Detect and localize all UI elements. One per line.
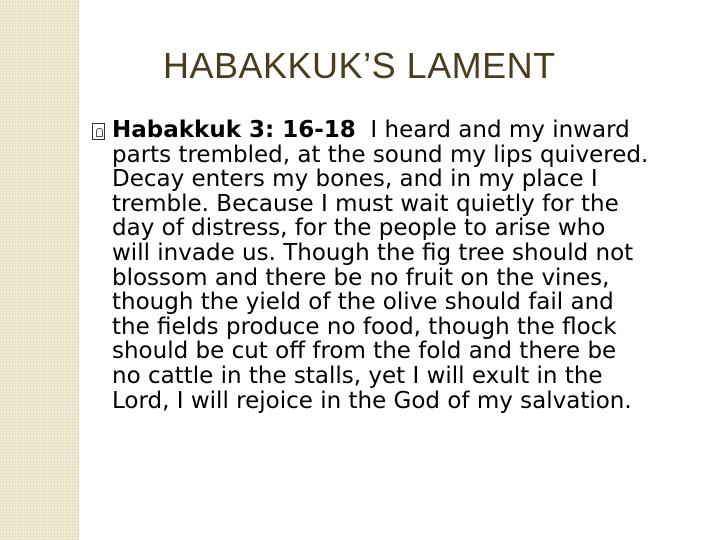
- passage-line: the fields produce no food, though the flock: [112, 313, 617, 340]
- decorative-side-band: [0, 0, 79, 540]
- slide-title: HABAKKUK’S LAMENT: [163, 45, 556, 86]
- passage-line: no cattle in the stalls, yet I will exult in the: [112, 362, 603, 389]
- passage-line-1-text: I heard and my inward: [370, 117, 630, 143]
- passage-line: though the yield of the olive should fail and: [112, 289, 614, 316]
- scripture-reference: Habakkuk 3: 16-18: [112, 117, 356, 143]
- passage-line-1: [112, 118, 716, 143]
- passage-line: parts trembled, at the sound my lips quivered.: [112, 141, 649, 168]
- passage-line: Lord, I will rejoice in the God of my salvation.: [112, 387, 632, 414]
- passage-line: blossom and there be no fruit on the vines,: [112, 264, 610, 291]
- missing-glyph-bullet-icon: [92, 123, 105, 140]
- passage-line: should be cut off from the fold and there be: [112, 338, 617, 365]
- passage-line: tremble. Because I must wait quietly for the: [112, 190, 619, 217]
- scripture-passage: [112, 118, 716, 413]
- passage-line: will invade us. Though the fig tree should not: [112, 239, 634, 266]
- passage-line: Decay enters my bones, and in my place I: [112, 166, 598, 193]
- passage-line: day of distress, for the people to arise who: [112, 215, 606, 242]
